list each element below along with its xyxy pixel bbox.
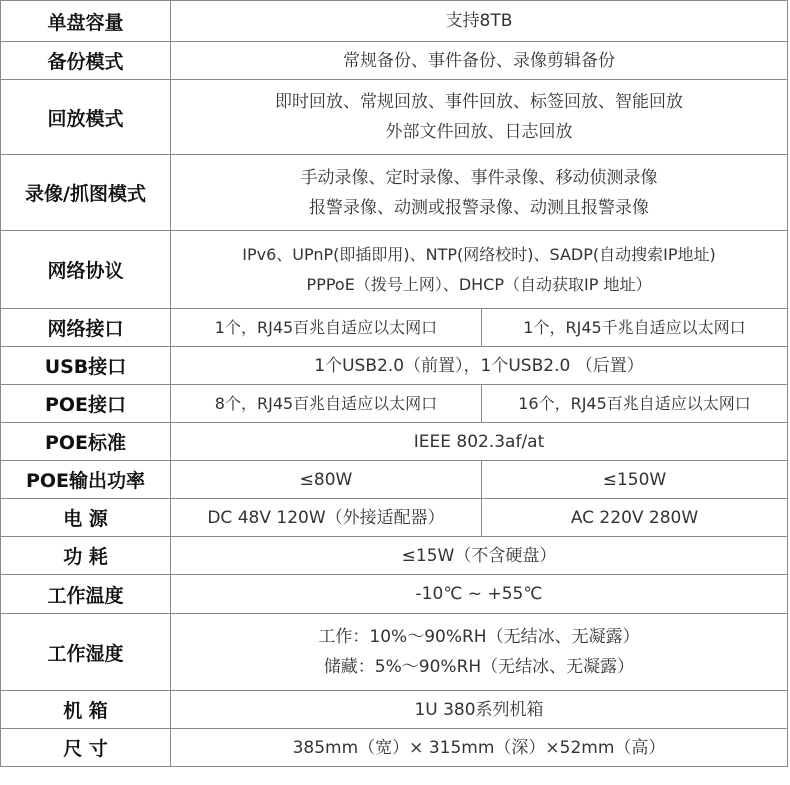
table-row-record-mode (1, 155, 788, 231)
row-label: 单盘容量 (1, 1, 171, 42)
row-value: 1个USB2.0（前置），1个USB2.0 （后置） (171, 347, 788, 385)
row-label: 备份模式 (1, 42, 171, 80)
table-row-network-protocol (1, 231, 788, 309)
table-row-usb (1, 347, 788, 385)
row-label: USB接口 (1, 347, 171, 385)
row-value (171, 614, 788, 691)
row-label: 工作温度 (1, 575, 171, 614)
table-row-backup-mode (1, 42, 788, 80)
row-value (171, 231, 788, 309)
row-value-right: AC 220V 280W (482, 499, 788, 537)
table-row-power-supply (1, 499, 788, 537)
table-row-playback-mode (1, 80, 788, 155)
row-value-left: ≤80W (171, 461, 482, 499)
table-row-chassis (1, 691, 788, 729)
row-label: 录像/抓图模式 (1, 155, 171, 231)
row-label: 功 耗 (1, 537, 171, 575)
table-row-consumption (1, 537, 788, 575)
row-value-line: 外部文件回放、日志回放 (385, 122, 573, 142)
row-label: 电 源 (1, 499, 171, 537)
row-value-line: IPv6、UPnP(即插即用)、NTP(网络校时)、SADP(自动搜索IP地址) (242, 244, 716, 264)
row-value: 常规备份、事件备份、录像剪辑备份 (171, 42, 788, 80)
row-value-left: DC 48V 120W（外接适配器） (171, 499, 482, 537)
row-value-left: 1个，RJ45百兆自适应以太网口 (171, 309, 482, 347)
row-value-line: 工作：10%～90%RH（无结冰、无凝露） (318, 627, 640, 647)
row-label: 网络接口 (1, 309, 171, 347)
row-value-left: 8个，RJ45百兆自适应以太网口 (171, 385, 482, 423)
table-row-poe-standard (1, 423, 788, 461)
table-row-dimensions (1, 729, 788, 767)
row-label: 工作湿度 (1, 614, 171, 691)
table-row-network-interface (1, 309, 788, 347)
row-value-line: 即时回放、常规回放、事件回放、标签回放、智能回放 (275, 92, 683, 112)
row-value-line: 报警录像、动测或报警录像、动测且报警录像 (309, 197, 649, 218)
row-value: 1U 380系列机箱 (171, 691, 788, 729)
table-row-operating-humidity (1, 614, 788, 691)
row-value: ≤15W（不含硬盘） (171, 537, 788, 575)
row-label: 回放模式 (1, 80, 171, 155)
row-value (171, 80, 788, 155)
row-value: IEEE 802.3af/at (171, 423, 788, 461)
row-value-right: 1个，RJ45千兆自适应以太网口 (482, 309, 788, 347)
row-value-line: 手动录像、定时录像、事件录像、移动侦测录像 (300, 167, 658, 188)
row-value (171, 155, 788, 231)
row-value: -10℃ ~ +55℃ (171, 575, 788, 614)
row-value-line: PPPoE（拨号上网）、DHCP（自动获取IP 地址） (306, 274, 652, 294)
row-value-line: 储藏：5%～90%RH（无结冰、无凝露） (323, 657, 635, 677)
row-label: 尺 寸 (1, 729, 171, 767)
row-label: POE标准 (1, 423, 171, 461)
table-row-operating-temperature (1, 575, 788, 614)
row-label: POE输出功率 (1, 461, 171, 499)
table-row-capacity (1, 1, 788, 42)
row-label: POE接口 (1, 385, 171, 423)
row-value: 支持8TB (171, 1, 788, 42)
row-value-right: 16个，RJ45百兆自适应以太网口 (482, 385, 788, 423)
row-value-right: ≤150W (482, 461, 788, 499)
row-value: 385mm（宽）× 315mm（深）×52mm（高） (171, 729, 788, 767)
row-label: 机 箱 (1, 691, 171, 729)
row-label: 网络协议 (1, 231, 171, 309)
table-row-poe-power (1, 461, 788, 499)
table-row-poe-interface (1, 385, 788, 423)
